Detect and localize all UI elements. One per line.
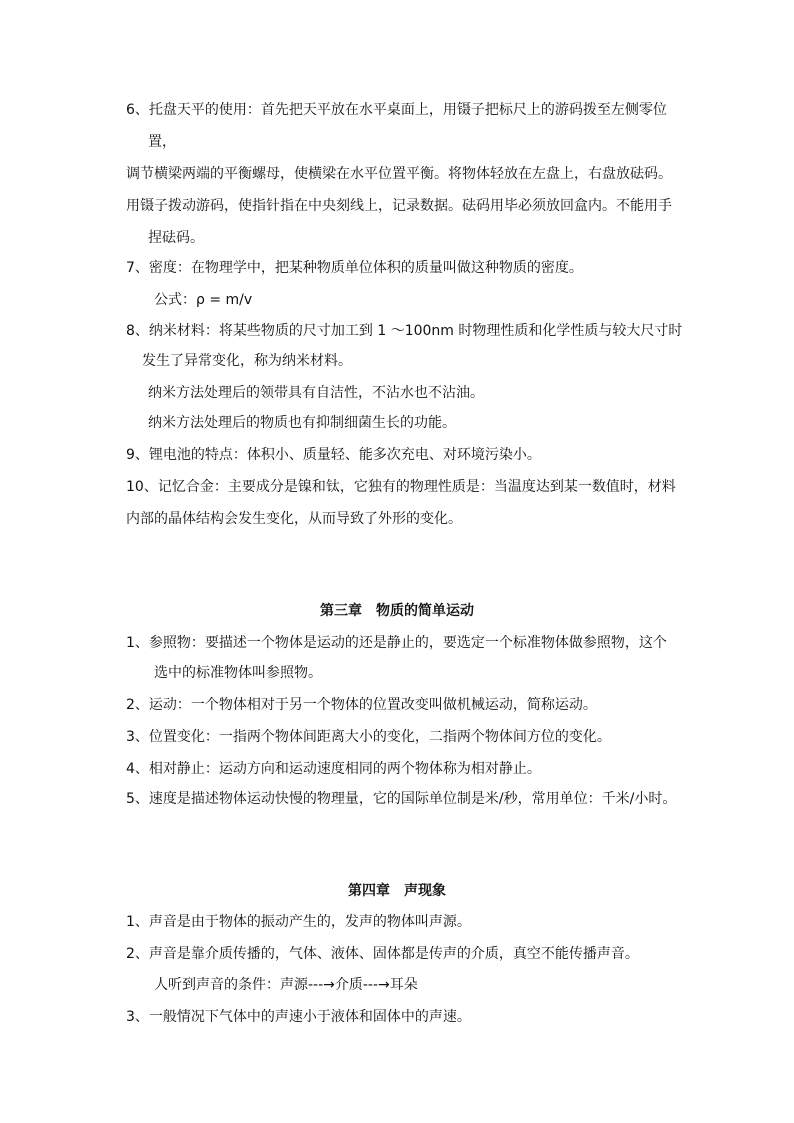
item-6-line-3: 调节横梁两端的平衡螺母，使横梁在水平位置平衡。将物体轻放在左盘上，右盘放砝码。 — [126, 166, 672, 182]
ch4-item-2-line-2: 人听到声音的条件：声源---→介质---→耳朵 — [154, 977, 418, 993]
item-6-line-5: 捏砝码。 — [148, 230, 204, 246]
ch3-item-5: 5、速度是描述物体运动快慢的物理量，它的国际单位制是米/秒，常用单位：千米/小时。 — [126, 791, 677, 807]
item-6-line-2: 置， — [148, 134, 176, 150]
item-7-line-1: 7、密度：在物理学中，把某种物质单位体积的质量叫做这种物质的密度。 — [126, 260, 583, 276]
item-6-line-1: 6、托盘天平的使用：首先把天平放在水平桌面上，用镊子把标尺上的游码拨至左侧零位 — [126, 102, 667, 118]
item-9-line-1: 9、锂电池的特点：体积小、质量轻、能多次充电、对环境污染小。 — [126, 447, 541, 463]
item-10-line-2: 内部的晶体结构会发生变化，从而导致了外形的变化。 — [126, 511, 462, 527]
item-6-line-4: 用镊子拨动游码，使指针指在中央刻线上，记录数据。砝码用毕必须放回盒内。不能用手 — [126, 198, 672, 214]
item-7-formula: 公式：ρ = m/v — [154, 292, 253, 308]
ch4-item-3: 3、一般情况下气体中的声速小于液体和固体中的声速。 — [126, 1009, 471, 1025]
ch4-item-1: 1、声音是由于物体的振动产生的，发声的物体叫声源。 — [126, 914, 471, 930]
item-8-line-2: 发生了异常变化，称为纳米材料。 — [142, 353, 352, 369]
ch3-item-3: 3、位置变化：一指两个物体间距离大小的变化，二指两个物体间方位的变化。 — [126, 729, 611, 745]
chapter-4-title: 第四章 声现象 — [348, 883, 446, 899]
item-10-line-1: 10、记忆合金：主要成分是镍和钛，它独有的物理性质是：当温度达到某一数值时，材料 — [126, 479, 676, 495]
ch3-item-1-line-1: 1、参照物：要描述一个物体是运动的还是静止的，要选定一个标准物体做参照物，这个 — [126, 635, 667, 651]
ch3-item-1-line-2: 选中的标准物体叫参照物。 — [154, 665, 322, 681]
item-8-line-1: 8、纳米材料：将某些物质的尺寸加工到 1 ～100nm 时物理性质和化学性质与较大尺寸时 — [126, 323, 683, 339]
chapter-3-title: 第三章 物质的简单运动 — [320, 603, 474, 619]
item-8-line-3: 纳米方法处理后的领带具有自洁性，不沾水也不沾油。 — [148, 385, 484, 401]
item-8-line-4: 纳米方法处理后的物质也有抑制细菌生长的功能。 — [148, 415, 456, 431]
ch3-item-4: 4、相对静止：运动方向和运动速度相同的两个物体称为相对静止。 — [126, 761, 541, 777]
ch4-item-2-line-1: 2、声音是靠介质传播的，气体、液体、固体都是传声的介质，真空不能传播声音。 — [126, 946, 639, 962]
ch3-item-2: 2、运动：一个物体相对于另一个物体的位置改变叫做机械运动，简称运动。 — [126, 697, 597, 713]
